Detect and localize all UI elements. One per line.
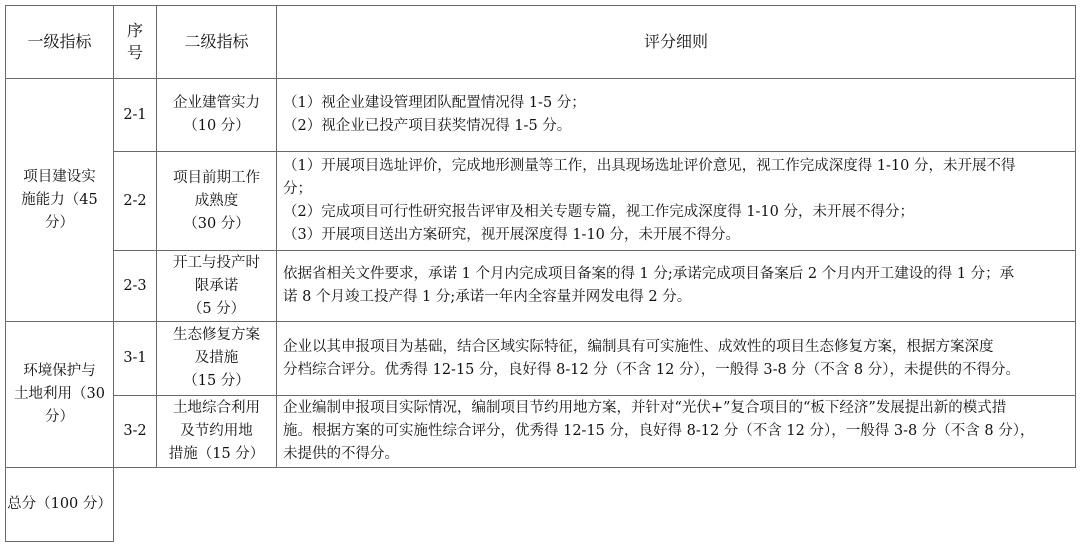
header-seq-line1: 序 bbox=[126, 21, 143, 40]
total-score-label: 总分（100 分） bbox=[7, 496, 112, 512]
header-rules-label: 评分细则 bbox=[643, 32, 708, 51]
group-label-line: 土地利用（30 bbox=[14, 386, 105, 402]
indicator-line: 成熟度 bbox=[194, 192, 239, 209]
rule-line: （2）视企业已投产项目获奖情况得 1-5 分。 bbox=[283, 118, 572, 134]
indicator-line: 措施（15 分） bbox=[168, 446, 265, 462]
row-number bbox=[114, 251, 156, 321]
header-seq-line2: 号 bbox=[126, 43, 143, 62]
rule-line: 依据省相关文件要求，承诺 1 个月内完成项目备案的得 1 分;承诺完成项目备案后 2 个月内开工建设的得 1 分；承 bbox=[283, 266, 1015, 282]
row-indicator bbox=[157, 322, 276, 395]
rule-line: 施。根据方案的可实施性综合评分，优秀得 12-15 分，良好得 8-12 分（不含 12 分），一般得 3-8 分（不含 8 分）， bbox=[283, 423, 1035, 439]
indicator-line: 限承诺 bbox=[194, 277, 239, 294]
header-seq bbox=[114, 6, 156, 78]
rule-line: 分； bbox=[283, 181, 312, 197]
row-number bbox=[114, 79, 156, 151]
row-rules bbox=[283, 152, 1071, 250]
indicator-line: 生态修复方案 bbox=[173, 327, 260, 343]
row-number bbox=[114, 322, 156, 395]
rule-line: 企业以其申报项目为基础，结合区域实际特征，编制具有可实施性、成效性的项目生态修复方案，根据方案深度 bbox=[283, 338, 994, 355]
rule-line: （1）开展项目选址评价，完成地形测量等工作，出具现场选址评价意见，视工作完成深度得 1-10 分，未开展不得 bbox=[283, 158, 1016, 174]
rule-line: （2）完成项目可行性研究报告评审及相关专题专篇，视工作完成深度得 1-10 分，未开展不得分； bbox=[283, 204, 915, 220]
indicator-line: （15 分） bbox=[183, 373, 250, 389]
indicator-line: 及节约用地 bbox=[180, 423, 253, 439]
row-rules bbox=[283, 79, 1071, 151]
row-rules bbox=[283, 251, 1071, 321]
rule-line: （1）视企业建设管理团队配置情况得 1-5 分； bbox=[283, 95, 586, 111]
rule-line: 企业编制申报项目实际情况，编制项目节约用地方案，并针对“光伏+”复合项目的“板下经济”发展提出新的模式措 bbox=[283, 400, 1007, 416]
indicator-line: 开工与投产时 bbox=[173, 254, 260, 271]
total-score bbox=[6, 468, 113, 541]
row-rules bbox=[283, 322, 1071, 395]
indicator-line: 及措施 bbox=[194, 350, 239, 366]
rule-line: 分档综合评分。优秀得 12-15 分，良好得 8-12 分（不含 12 分），一般得 3-8 分（不含 8 分），未提供的不得分。 bbox=[283, 361, 1020, 378]
row-indicator bbox=[157, 396, 276, 467]
group-label-line: 施能力（45 bbox=[21, 191, 98, 208]
indicator-line: 企业建管实力 bbox=[173, 95, 260, 111]
rule-line: 诺 8 个月竣工投产得 1 分;承诺一年内全容量并网发电得 2 分。 bbox=[283, 289, 692, 305]
indicator-line: （5 分） bbox=[187, 300, 246, 317]
row-number-value: 2-2 bbox=[123, 192, 147, 209]
row-number-value: 3-1 bbox=[123, 350, 147, 366]
indicator-line: （30 分） bbox=[183, 215, 250, 232]
header-level1 bbox=[6, 6, 113, 78]
group-label-line: 分） bbox=[44, 214, 74, 231]
indicator-line: （10 分） bbox=[183, 118, 250, 134]
group-environment-land bbox=[6, 322, 113, 467]
row-indicator bbox=[157, 152, 276, 250]
rule-line: 未提供的不得分。 bbox=[283, 446, 399, 462]
rule-line: （3）开展项目送出方案研究，视开展深度得 1-10 分，未开展不得分。 bbox=[283, 227, 741, 243]
indicator-line: 土地综合利用 bbox=[173, 400, 260, 416]
row-number-value: 3-2 bbox=[123, 423, 147, 439]
row-rules bbox=[283, 396, 1071, 467]
row-indicator bbox=[157, 79, 276, 151]
group-label-line: 分） bbox=[44, 409, 74, 425]
group-construction-capacity bbox=[6, 79, 113, 321]
row-number-value: 2-3 bbox=[123, 277, 147, 294]
group-label-line: 环境保护与 bbox=[23, 363, 96, 379]
header-level2-label: 二级指标 bbox=[184, 32, 249, 51]
header-rules bbox=[277, 6, 1075, 78]
indicator-line: 项目前期工作 bbox=[173, 169, 260, 186]
row-number bbox=[114, 396, 156, 467]
row-number-value: 2-1 bbox=[123, 106, 147, 123]
row-number bbox=[114, 152, 156, 250]
header-level2 bbox=[157, 6, 276, 78]
group-label-line: 项目建设实 bbox=[23, 168, 96, 185]
row-indicator bbox=[157, 251, 276, 321]
header-level1-label: 一级指标 bbox=[27, 32, 92, 51]
